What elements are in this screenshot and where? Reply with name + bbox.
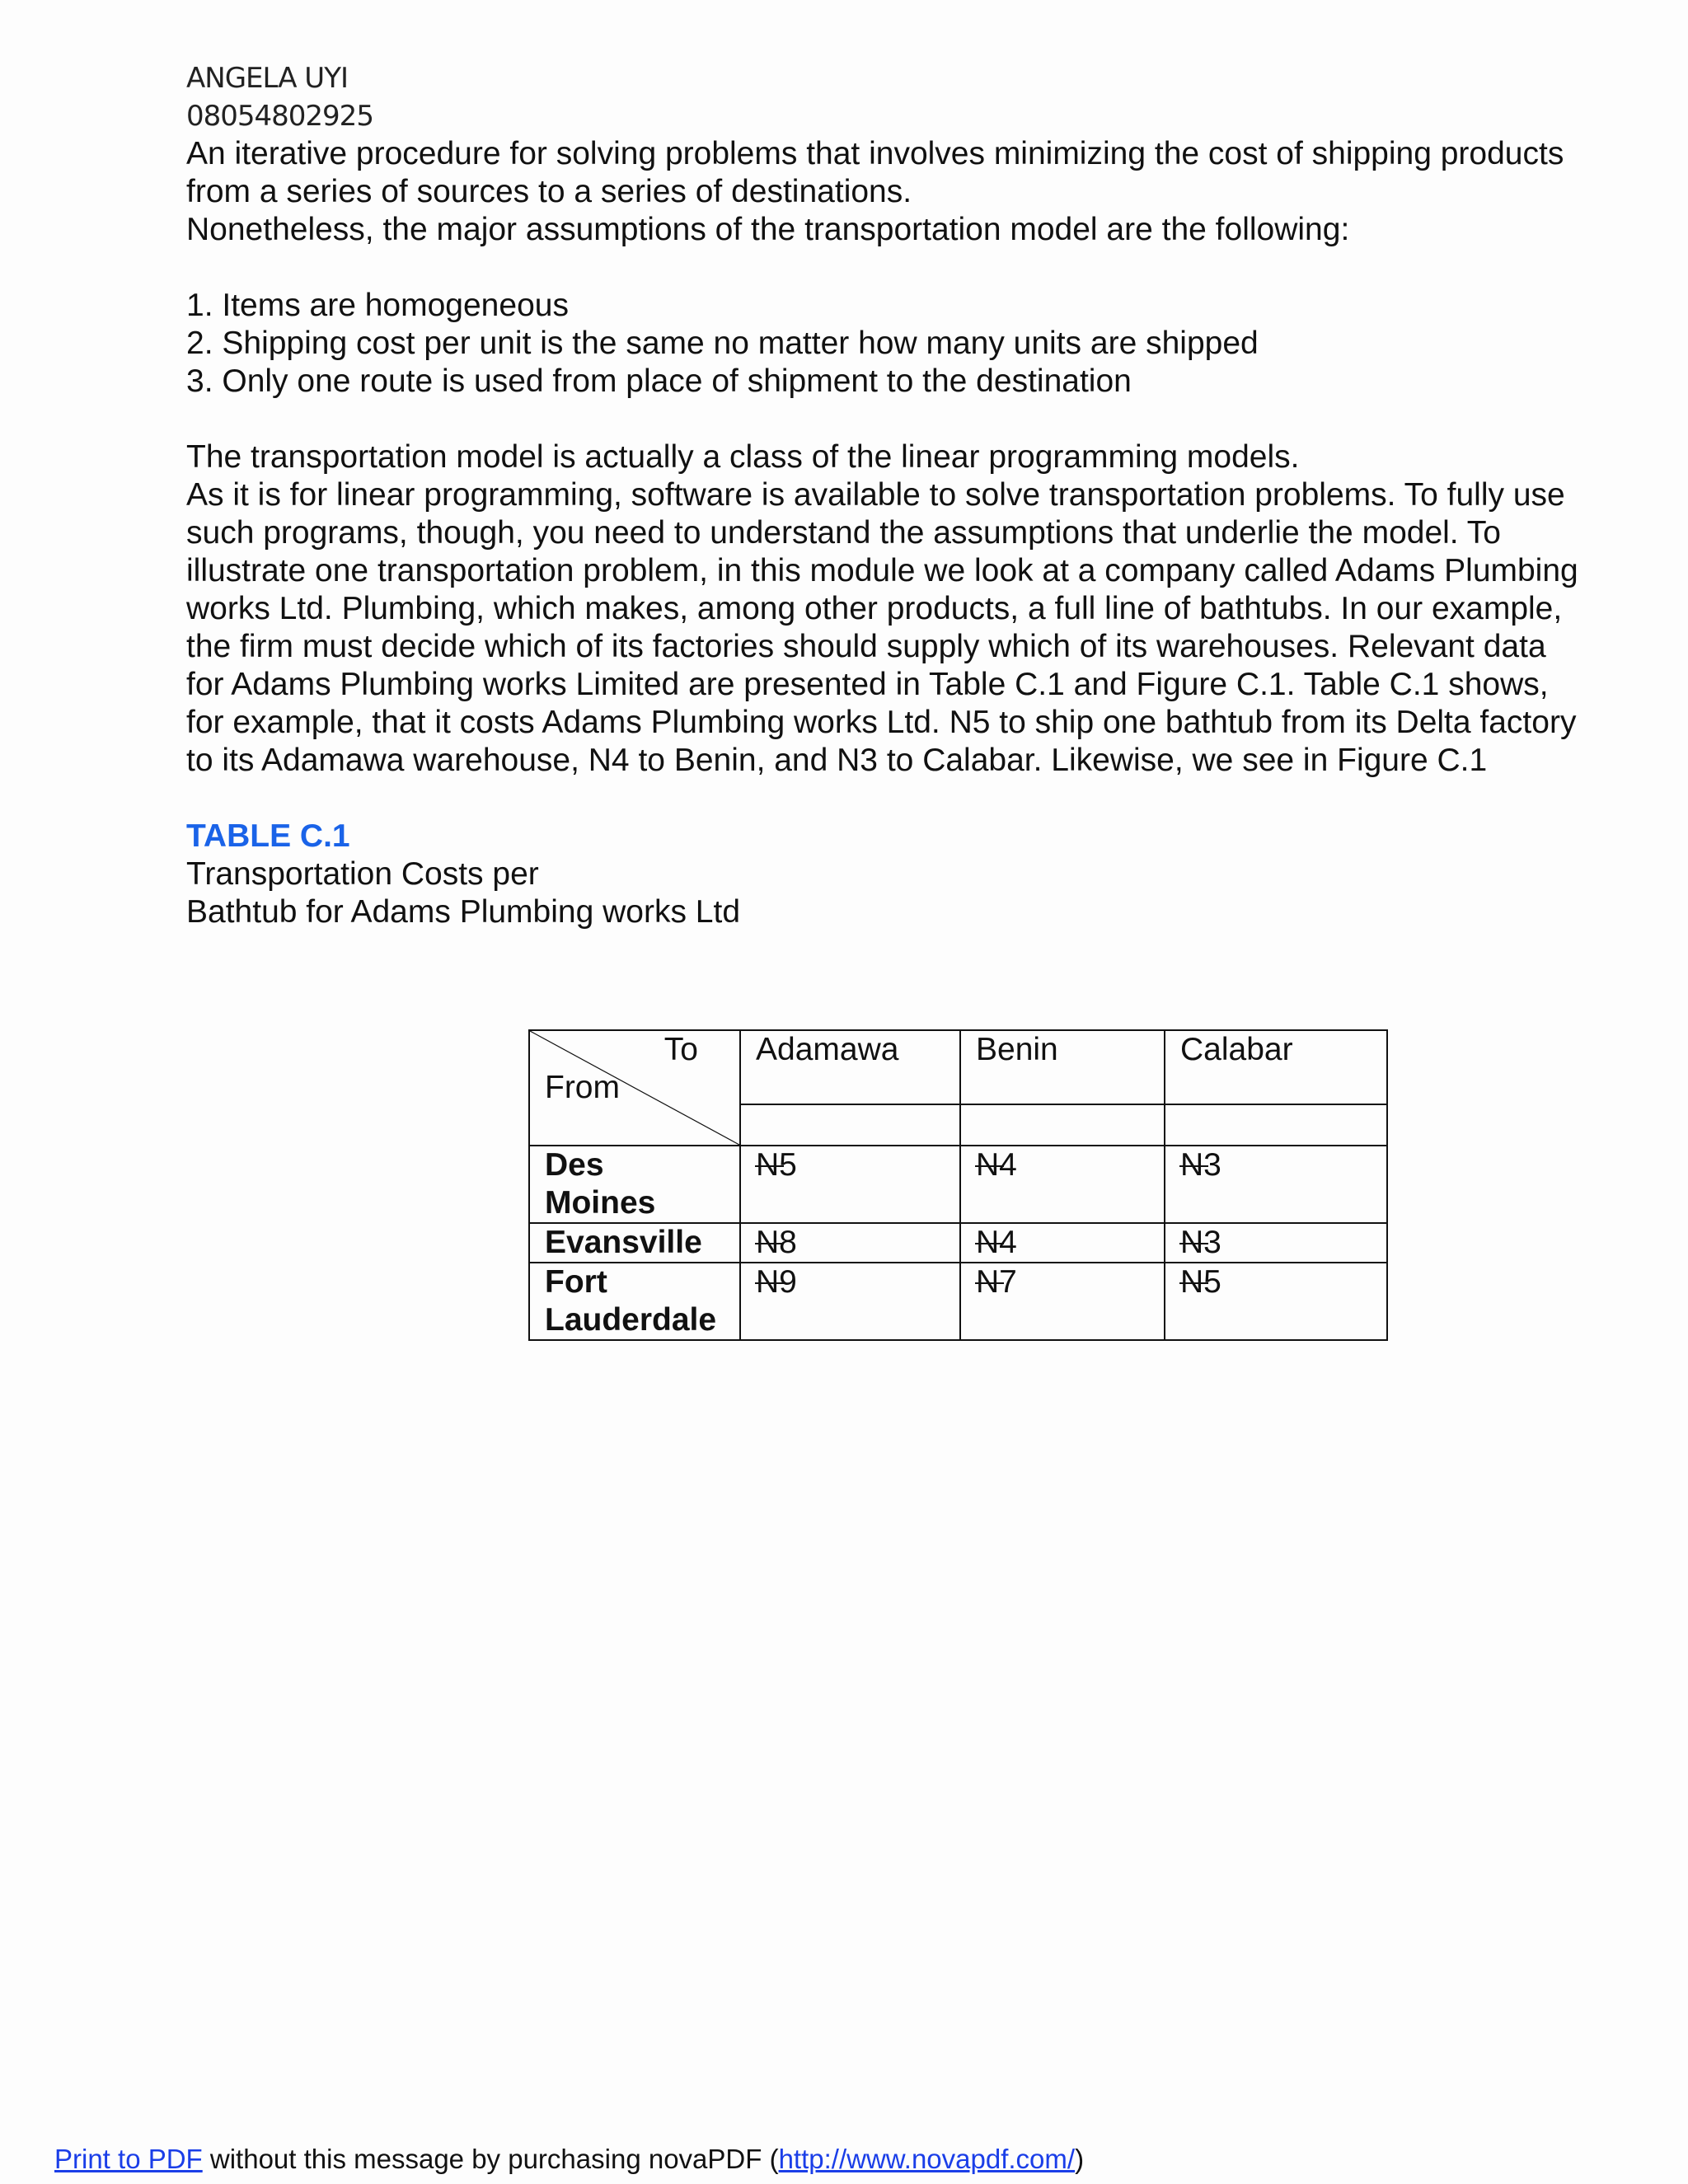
empty-cell bbox=[1165, 1104, 1387, 1146]
empty-cell bbox=[740, 1104, 960, 1146]
author-block bbox=[186, 59, 1587, 135]
cost-table-wrapper bbox=[528, 1029, 1386, 1341]
column-header-label: Adamawa bbox=[756, 1032, 899, 1067]
column-header-label: Benin bbox=[976, 1032, 1058, 1067]
table-row bbox=[529, 1146, 1387, 1223]
spacer bbox=[186, 249, 1587, 287]
cost-cell bbox=[1165, 1223, 1387, 1263]
row-label-line: Evansville bbox=[545, 1225, 702, 1260]
cost-cell bbox=[960, 1223, 1165, 1263]
cost-cell bbox=[960, 1146, 1165, 1223]
cost-cell bbox=[740, 1223, 960, 1263]
row-label-line: Lauderdale bbox=[545, 1302, 717, 1338]
list-item: 1. Items are homogeneous bbox=[186, 288, 569, 323]
cost-cell bbox=[1165, 1263, 1387, 1340]
cost-cell bbox=[1165, 1146, 1387, 1223]
column-header bbox=[960, 1030, 1165, 1104]
table-caption-line-2: Bathtub for Adams Plumbing works Ltd bbox=[186, 894, 741, 930]
cost-value: N3 bbox=[1180, 1147, 1221, 1183]
author-phone: 08054802925 bbox=[186, 100, 373, 133]
print-to-pdf-link[interactable]: Print to PDF bbox=[54, 2144, 203, 2174]
cost-value: N5 bbox=[1180, 1264, 1221, 1300]
body-paragraph-2: As it is for linear programming, software is available to solve transportation problems. To fully use such programs, though, you need to understand the assumptions that underlie the model. To illustrate one transportation problem, in this module we look at a company called Adams Plumbing works Ltd. Plumbing, which makes, among other products, a full line of bathtubs. In our example, the firm must decide which of its factories should supply which of its warehouses. Relevant data for Adams Plumbing works Limited are presented in Table C.1 and Figure C.1. Table C.1 shows, for example, that it costs Adams Plumbing works Ltd. N5 to ship one bathtub from its Delta factory to its Adamawa warehouse, N4 to Benin, and N3 to Calabar. Likewise, we see in Figure C.1 bbox=[186, 477, 1578, 778]
corner-to-label: To bbox=[663, 1032, 698, 1067]
empty-cell bbox=[960, 1104, 1165, 1146]
list-item: 2. Shipping cost per unit is the same no matter how many units are shipped bbox=[186, 326, 1259, 361]
intro-section bbox=[186, 135, 1587, 249]
column-header bbox=[1165, 1030, 1387, 1104]
row-label-line: Des bbox=[545, 1147, 604, 1183]
column-header bbox=[740, 1030, 960, 1104]
spacer bbox=[186, 780, 1587, 818]
row-label-line: Fort bbox=[545, 1264, 607, 1300]
footer-text-end: ) bbox=[1075, 2144, 1085, 2174]
novapdf-url-link[interactable]: http://www.novapdf.com/ bbox=[778, 2144, 1076, 2174]
table-title: TABLE C.1 bbox=[186, 818, 350, 854]
assumptions-lead: Nonetheless, the major assumptions of the transportation model are the following: bbox=[186, 212, 1350, 247]
cost-value: N3 bbox=[1180, 1225, 1221, 1260]
list-item: 3. Only one route is used from place of shipment to the destination bbox=[186, 363, 1132, 399]
footer-text: without this message by purchasing novaPDF ( bbox=[202, 2144, 779, 2174]
cost-value: N5 bbox=[756, 1147, 797, 1183]
cost-value: N9 bbox=[756, 1264, 797, 1300]
cost-value: N7 bbox=[976, 1264, 1017, 1300]
pdf-footer bbox=[54, 2143, 1084, 2176]
body-paragraph-1: The transportation model is actually a class of the linear programming models. bbox=[186, 439, 1300, 475]
row-label-line: Moines bbox=[545, 1185, 656, 1221]
intro-paragraph: An iterative procedure for solving problems that involves minimizing the cost of shipping products from a series of sources to a series of destinations. bbox=[186, 136, 1564, 209]
row-label-cell bbox=[529, 1146, 740, 1223]
table-row bbox=[529, 1263, 1387, 1340]
table-caption-line-1: Transportation Costs per bbox=[186, 856, 539, 892]
cost-cell bbox=[740, 1263, 960, 1340]
column-header-label: Calabar bbox=[1180, 1032, 1293, 1067]
table-row bbox=[529, 1223, 1387, 1263]
cost-cell bbox=[740, 1146, 960, 1223]
cost-table bbox=[528, 1029, 1388, 1341]
row-label-cell bbox=[529, 1223, 740, 1263]
assumptions-list bbox=[186, 287, 1587, 401]
cost-value: N8 bbox=[756, 1225, 797, 1260]
body-section bbox=[186, 438, 1587, 780]
table-header-row bbox=[529, 1030, 1387, 1104]
spacer bbox=[186, 401, 1587, 438]
author-name: ANGELA UYI bbox=[186, 62, 348, 95]
row-label-cell bbox=[529, 1263, 740, 1340]
cost-value: N4 bbox=[976, 1147, 1017, 1183]
corner-from-label: From bbox=[545, 1070, 620, 1105]
corner-header-cell bbox=[529, 1030, 740, 1146]
cost-cell bbox=[960, 1263, 1165, 1340]
cost-value: N4 bbox=[976, 1225, 1017, 1260]
document-page bbox=[186, 59, 1587, 931]
